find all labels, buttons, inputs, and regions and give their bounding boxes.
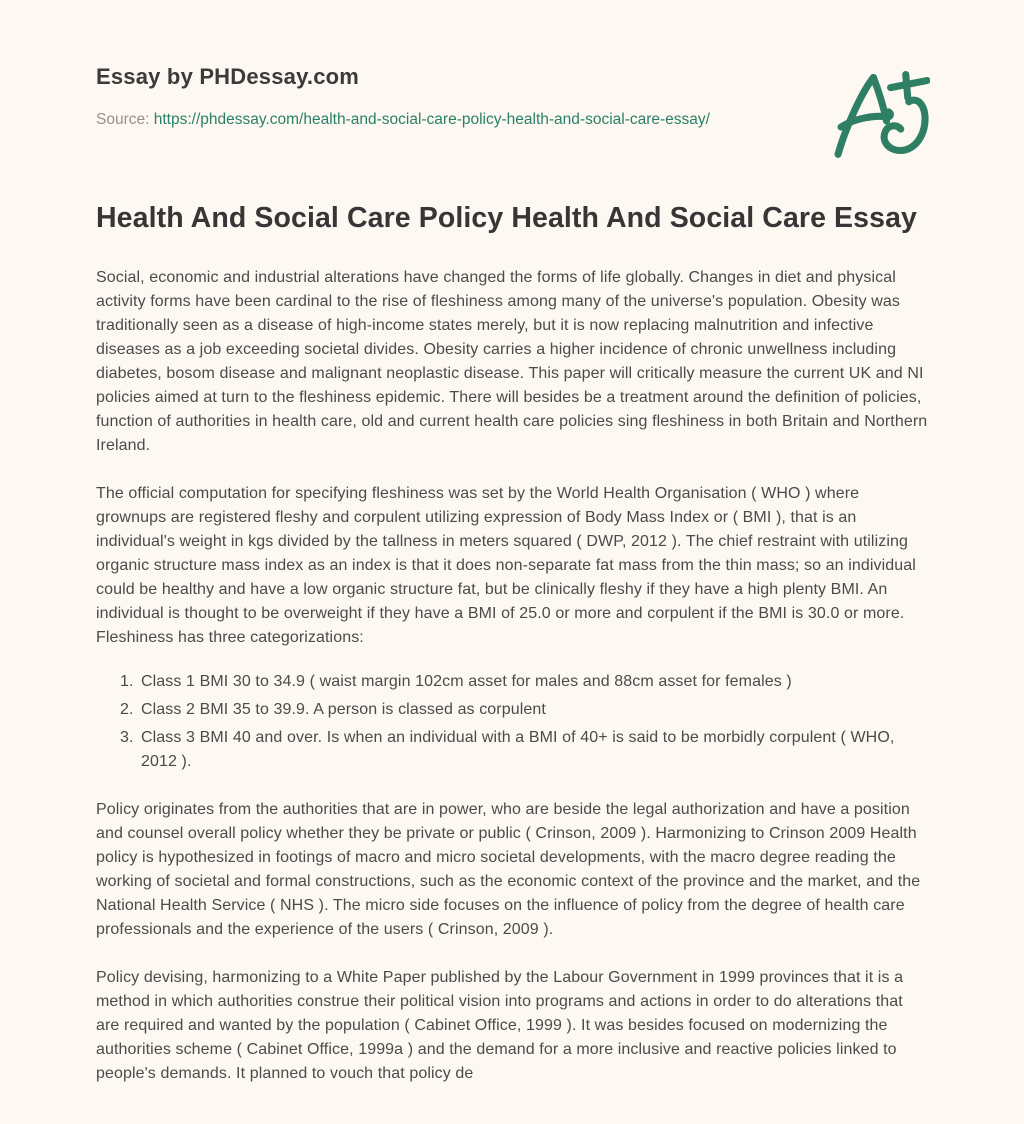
list-item-text: Class 3 BMI 40 and over. Is when an individual with a BMI of 40+ is said to be morbidly corpulent ( WHO, 2012 ). (141, 729, 895, 770)
list-item-text: Class 2 BMI 35 to 39.9. A person is classed as corpulent (141, 701, 546, 718)
a-plus-logo-icon (833, 70, 930, 178)
paragraph-policy-making: Policy devising, harmonizing to a White Paper published by the Labour Government in 1999 provinces that it is a method in which authorities construe their political vision into programs and actions in order to do alterations that are required and wanted by the population ( Cabinet Office, 1999 ). It was besides focused on modernizing the authorities scheme ( Cabinet Office, 1999a ) and the demand for a more inclusive and reactive policies linked to people's demands. It planned to vouch that policy de (96, 969, 904, 1082)
list-item-number: 3. (120, 729, 134, 746)
paragraph-intro: Social, economic and industrial alterations have changed the forms of life globally. Changes in diet and physical activity forms have been cardinal to the rise of fleshiness among many of the universe's population. Obesity was traditionally seen as a disease of high-income states merely, but it is now replacing malnutrition and infective diseases as a job exceeding societal divides. Obesity carries a higher incidence of chronic unwellness including diabetes, bosom disease and malignant neoplastic disease. This paper will critically measure the current UK and NI policies aimed at turn to the fleshiness epidemic. There will besides be a treatment around the definition of policies, function of authorities in health care, old and current health care policies sing fleshiness in both Britain and Northern Ireland. (96, 269, 928, 454)
list-item-text: Class 1 BMI 30 to 34.9 ( waist margin 102cm asset for males and 88cm asset for females ) (141, 673, 792, 690)
byline: Essay by PHDessay.com (96, 64, 360, 89)
list-item-number: 2. (120, 701, 134, 718)
list-item (120, 726, 928, 774)
bmi-classification-list (96, 670, 928, 774)
list-item (120, 670, 928, 694)
paragraph-obesity-definition: The official computation for specifying fleshiness was set by the World Health Organisation ( WHO ) where grownups are registered fleshy and corpulent utilizing expression of Body Mass Index or ( BMI ), that is an individual's weight in kgs divided by the tallness in meters squared ( DWP, 2012 ). The chief restraint with utilizing organic structure mass index as an index is that it does non-separate fat mass from the thin mass; so an individual could be healthy and have a low organic structure fat, but be clinically fleshy if they have a high plenty BMI. An individual is thought to be overweight if they have a BMI of 25.0 or more and corpulent if the BMI is 30.0 or more. Fleshiness has three categorizations: (96, 485, 916, 646)
essay-content (96, 198, 928, 1086)
source-label: Source: (96, 111, 150, 128)
header-text-block (96, 64, 796, 132)
page-title: Health And Social Care Policy Health And Social Care Essay (96, 202, 917, 234)
source-line (96, 107, 726, 132)
list-item (120, 698, 928, 722)
source-url-link[interactable]: https://phdessay.com/health-and-social-care-policy-health-and-social-care-essay/ (153, 111, 710, 128)
list-item-number: 1. (120, 673, 134, 690)
paragraph-policy-origin: Policy originates from the authorities that are in power, who are beside the legal authorization and have a position and counsel overall policy whether they be private or public ( Crinson, 2009 ). Harmonizing to Crinson 2009 Health policy is hypothesized in footings of macro and micro societal developments, with the macro degree reading the working of societal and formal constructions, such as the economic context of the province and the market, and the National Health Service ( NHS ). The micro side focuses on the influence of policy from the degree of health care professionals and the experience of the users ( Crinson, 2009 ). (96, 801, 921, 938)
page-header (96, 64, 928, 132)
